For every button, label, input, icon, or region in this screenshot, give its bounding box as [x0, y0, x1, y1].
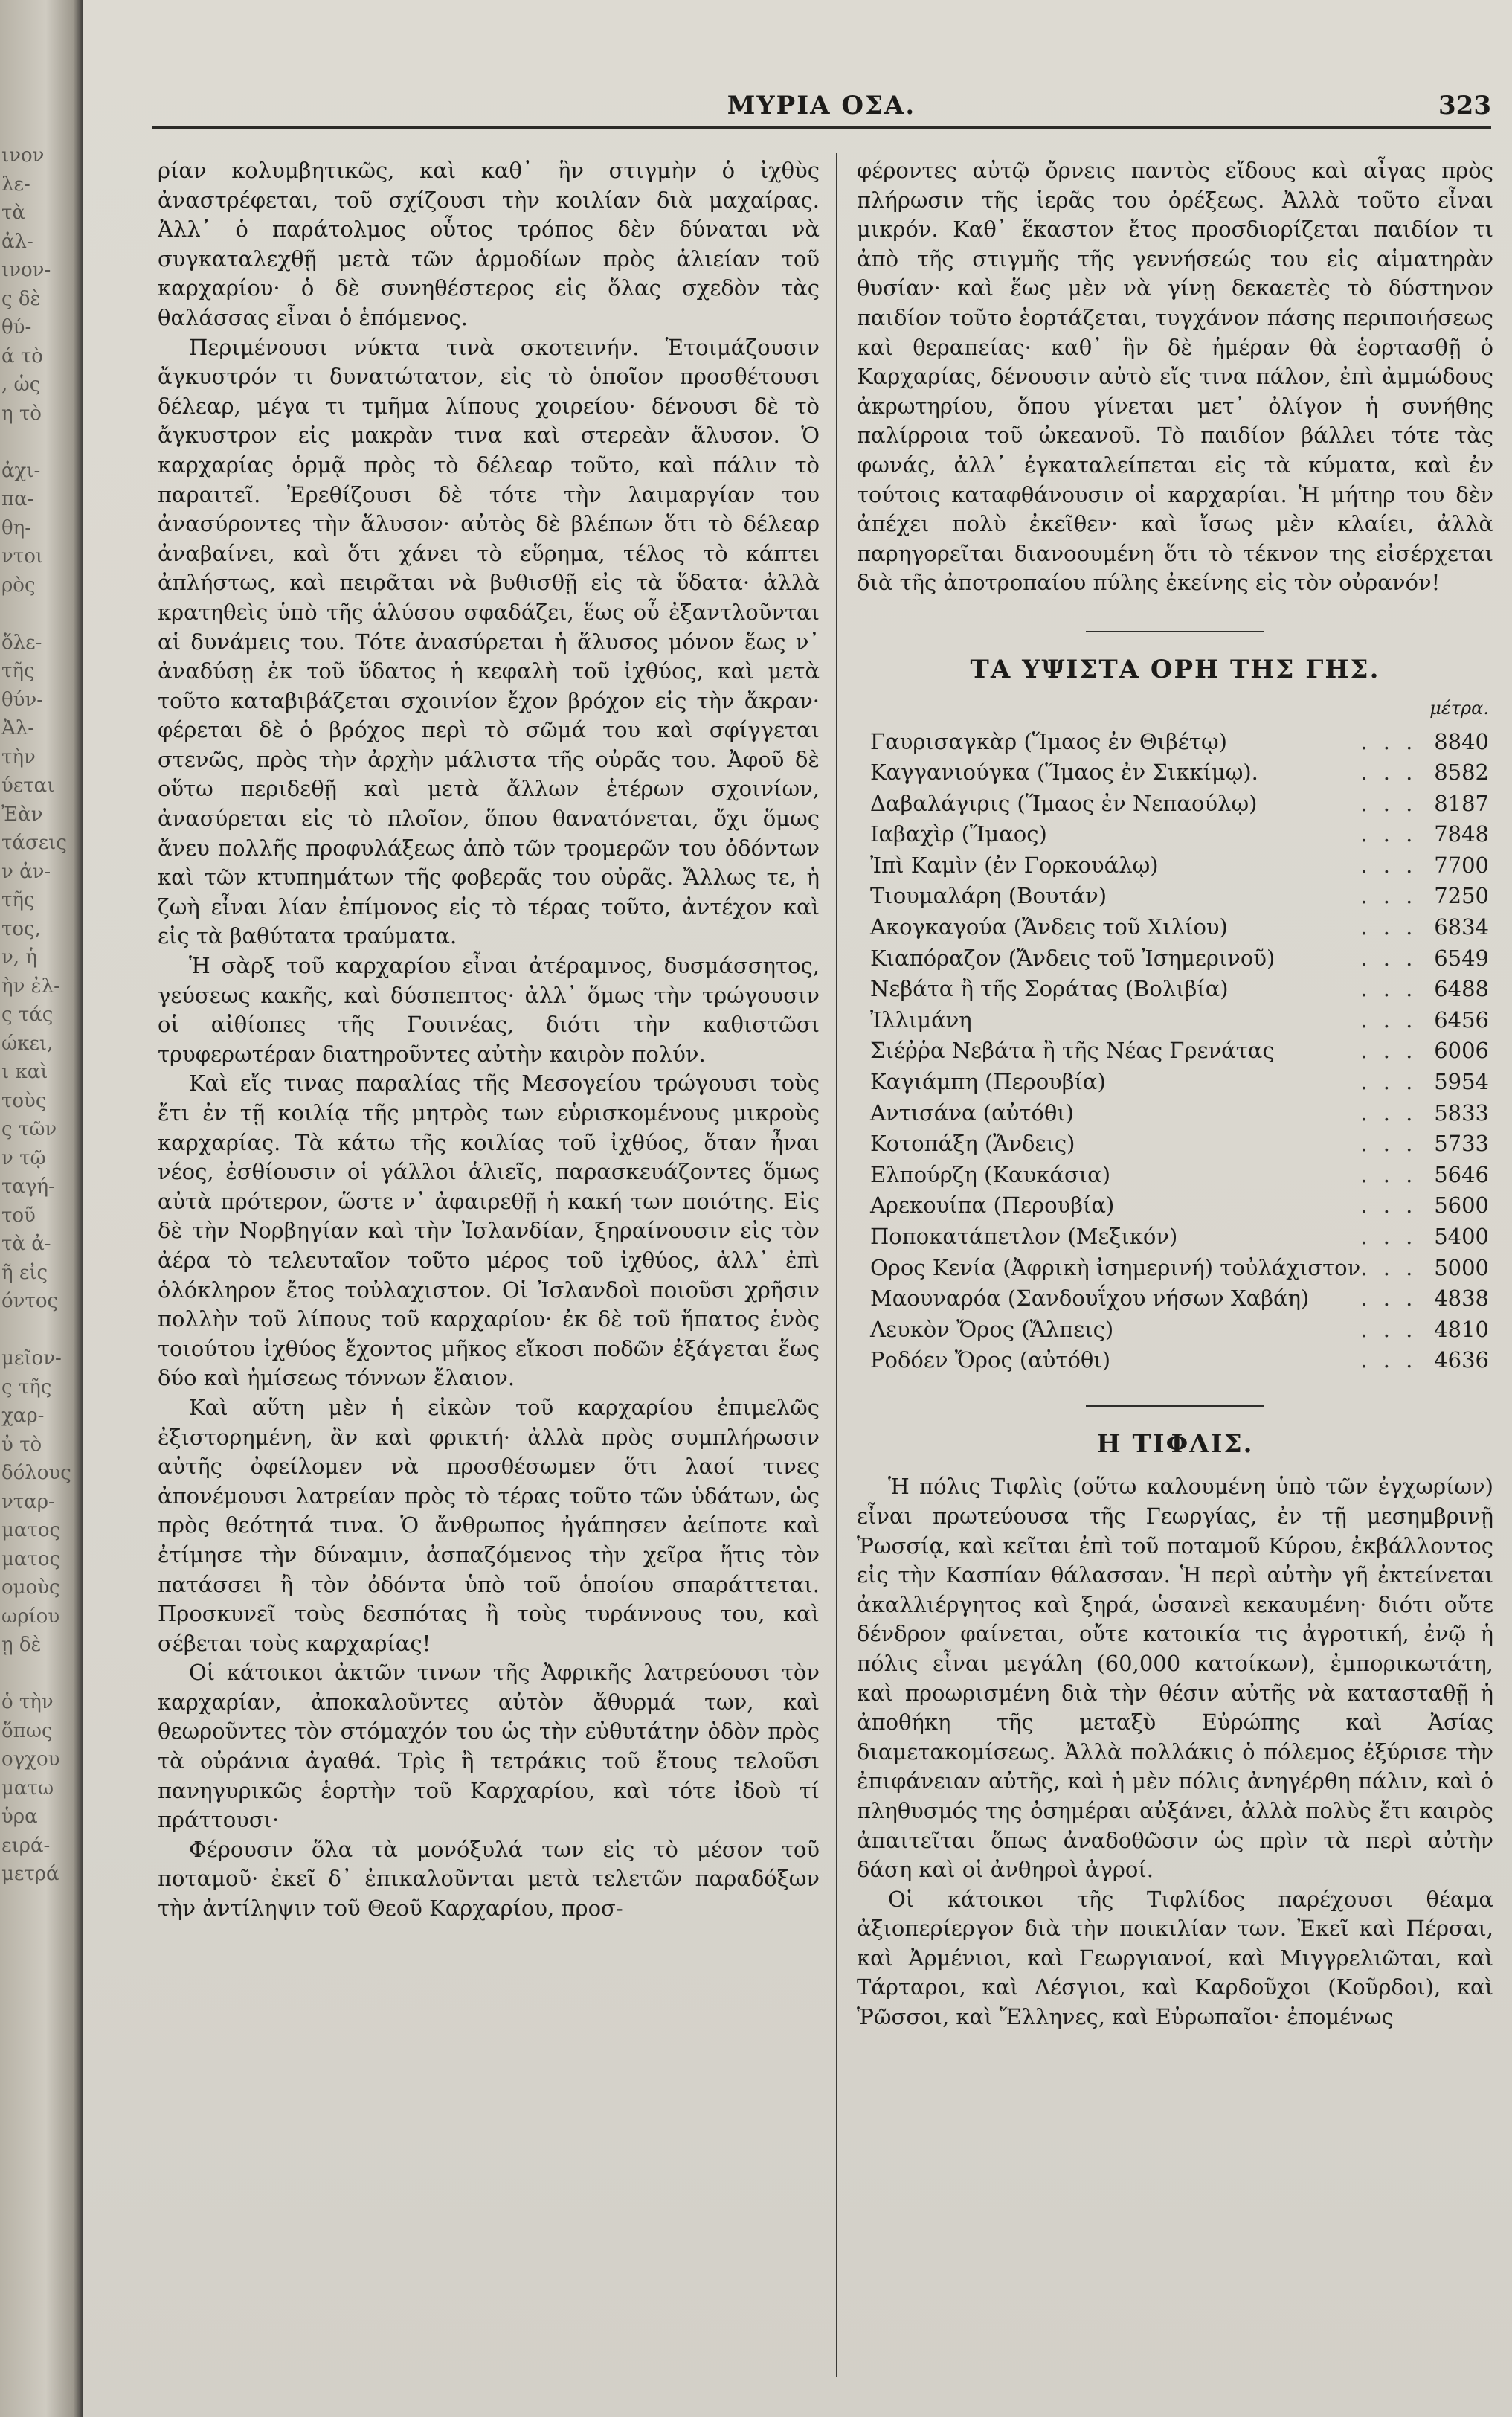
- mountain-height: 4810: [1434, 1316, 1489, 1342]
- paragraph: Περιμένουσι νύκτα τινὰ σκοτεινήν. Ἑτοιμάζουσιν ἄγκυστρόν τι δυνατώτατον, εἰς τὸ ὁποῖον προσθέτουσι δέλεαρ, μέγα τι τμῆμα λίπους χοιρείου· δένουσι δὲ τὸ ἄγκυστρον εἰς μακρὰν τινα καὶ στερεὰν ἅλυσον. Ὁ καρχαρίας ὁρμᾷ πρὸς τὸ δέλεαρ τοῦτο, καὶ πάλιν τὸ παραιτεῖ. Ἐρεθίζουσι δὲ τότε τὴν λαιμαργίαν του ἀνασύροντες τὴν ἅλυσον· αὐτὸς δὲ βλέπων ὅτι τὸ δέλεαρ ἀναβαίνει, καὶ ὅτι χάνει τὸ εὕρημα, τέλος τὸ κάπτει ἀπλήστως, καὶ πειρᾶται νὰ βυθισθῇ εἰς τὰ ὕδατα· ἀλλὰ κρατηθεὶς ὑπὸ τῆς ἁλύσου σφαδάζει, ἕως οὗ ἐξαντλοῦνται αἱ δυνάμεις του. Τότε ἀνασύρεται ἡ ἅλυσος μόνον ἕως ν᾽ ἀναδύσῃ ἐκ τοῦ ὕδατος ἡ κεφαλὴ τοῦ ἰχθύος, καὶ μετὰ τοῦτο καταβιβάζεται σχοινίον ἔχον βρόχον εἰς τὴν ἄκραν· φέρεται δὲ ὁ βρόχος περὶ τὸ σῶμά του καὶ σφίγγεται στενῶς, πρὸς τὴν ἀρχὴν μάλιστα τῆς οὐρᾶς του. Ἀφοῦ δὲ οὕτω περιδεθῇ καὶ μετὰ ἄλλων ἑτέρων σχοινίων, ἀνασύρεται εἰς τὸ πλοῖον, ὅπου θανατόνεται, ὄχι ὅμως ἄνευ πολλῆς προφυλάξεως ἀπὸ τῶν τρομερῶν του ὀδόντων καὶ τῶν κτυπημάτων τῆς φοβερᾶς του οὐρᾶς. Ἄλλως τε, ἡ ζωὴ εἶναι λίαν ἐπίμονος εἰς τὸ τέρας τοῦτο, ἀντέχον καὶ εἰς τὰ βαθύτατα τραύματα.: [158, 334, 820, 949]
- mountain-name: Καγγανιούγκα (Ἵμαος ἐν Σικκίμῳ).: [870, 760, 1258, 786]
- leader-dots: . . .: [1360, 1007, 1418, 1033]
- mountain-height: 7848: [1434, 821, 1489, 847]
- leader-dots: . . .: [1360, 914, 1418, 940]
- table-row: [857, 940, 1493, 971]
- mountain-height: 5833: [1434, 1100, 1489, 1126]
- mountain-name: Κιαπόραζον (Ἄνδεις τοῦ Ἰσημερινοῦ): [870, 945, 1275, 971]
- mountain-name: Αντισάνα (αὐτόθι): [870, 1100, 1074, 1126]
- leader-dots: . . .: [1360, 1161, 1418, 1187]
- page-number: 323: [1438, 91, 1491, 121]
- left-column: [158, 156, 820, 2373]
- leader-dots: . . .: [1360, 852, 1418, 878]
- mountain-name: Μαουναρόα (Σανδουΐχου νήσων Χαβάη): [870, 1285, 1310, 1312]
- leader-dots: . . .: [1360, 728, 1418, 754]
- leader-dots: . . .: [1360, 1131, 1418, 1157]
- leader-dots: . . .: [1360, 821, 1418, 847]
- table-row: [857, 1033, 1493, 1064]
- gutter-text-fragments: ινον λε- τὰ ἀλ- ινον- ς δὲ θύ- ά τὸ , ὡς η τὸ ἀχι- πα- θη- ντοι ρὸς ὅλε- τῆς θύν- Ἀλ- τὴν ύεται Ἐὰν τάσεις ν ἀν- τῆς τος, ν, ἡ ὴν ἐλ- ς τάς ώκει, ι καὶ τοὺς ς τῶν ν τῷ ταγή- τοῦ τὰ ἀ- ῆ εἰς όντος μεῖον- ς τῆς χαρ- ὐ τὸ δόλους νταρ- ματος ματος ομοὺς ωρίου ῃ δὲ ὁ τὴν ὅπως ογχου ματω ὑρα ειρά- μετρά: [1, 144, 71, 1885]
- mountain-name: Νεβάτα ἢ τῆς Σοράτας (Βολιβία): [870, 976, 1229, 1002]
- mountain-height: 6006: [1434, 1038, 1489, 1064]
- table-row: [857, 1156, 1493, 1187]
- mountain-height: 7700: [1434, 852, 1489, 878]
- leader-dots: . . .: [1360, 1285, 1418, 1312]
- table-row: [857, 1063, 1493, 1094]
- mountain-name: Ιαβαχὶρ (Ἵμαος): [870, 821, 1047, 847]
- leader-dots: . . .: [1360, 976, 1418, 1002]
- page: [83, 0, 1512, 2417]
- mountain-height: 4636: [1434, 1347, 1489, 1373]
- paragraph: Οἱ κάτοικοι ἀκτῶν τινων τῆς Ἀφρικῆς λατρεύουσι τὸν καρχαρίαν, ἀποκαλοῦντες αὐτὸν ἄθυρμά των, καὶ θεωροῦντες τὸν στόμαχόν του ὡς τὴν εὐθυτάτην ὁδὸν πρὸς τὰ οὐράνια ἀγαθά. Τρὶς ἢ τετράκις τοῦ ἔτους τελοῦσι πανηγυρικῶς ἑορτὴν τοῦ Καρχαρίου, καὶ τότε ἰδοὺ τί πράττουσι·: [158, 1660, 820, 1833]
- mountain-height: 6456: [1434, 1007, 1489, 1033]
- paragraph: Οἱ κάτοικοι τῆς Τιφλίδος παρέχουσι θέαμα ἀξιοπερίεργον διὰ τὴν ποικιλίαν των. Ἐκεῖ καὶ Πέρσαι, καὶ Ἀρμένιοι, καὶ Γεωργιανοί, καὶ Μιγγρελιῶται, καὶ Τάρταροι, καὶ Λέσγιοι, καὶ Καρδοῦχοι (Κοῦρδοι), καὶ Ῥῶσσοι, καὶ Ἕλληνες, καὶ Εὐρωπαῖοι· ἐπομένως: [857, 1886, 1493, 2030]
- table-row: [857, 1094, 1493, 1126]
- table-row: [857, 878, 1493, 909]
- leader-dots: . . .: [1360, 1316, 1418, 1342]
- leader-dots: . . .: [1360, 1100, 1418, 1126]
- mountain-name: Ορος Κενία (Ἀφρικὴ ἰσημερινή) τοὐλάχιστον: [870, 1254, 1361, 1280]
- mountain-name: Γαυρισαγκὰρ (Ἵμαος ἐν Θιβέτῳ): [870, 728, 1227, 754]
- mountain-name: Ἰπὶ Καμὶν (ἐν Γορκουάλῳ): [870, 852, 1159, 878]
- table-row: [857, 754, 1493, 786]
- leader-dots: . . .: [1360, 1193, 1418, 1219]
- table-row: [857, 1001, 1493, 1033]
- mountain-height: 5400: [1434, 1224, 1489, 1249]
- leader-dots: . . .: [1360, 790, 1418, 816]
- mountain-name: Ελπούρζη (Καυκάσια): [870, 1161, 1111, 1187]
- mountain-name: Ποποκατάπετλον (Μεξικόν): [870, 1224, 1178, 1249]
- mountain-heights-table: [857, 723, 1493, 1373]
- mountain-name: Δαβαλάγιρις (Ἵμαος ἐν Νεπαούλῳ): [870, 790, 1258, 816]
- mountain-height: 5600: [1434, 1193, 1489, 1219]
- paragraph: Ἡ πόλις Τιφλὶς (οὕτω καλουμένη ὑπὸ τῶν ἐγχωρίων) εἶναι πρωτεύουσα τῆς Γεωργίας, ἐν τῇ μεσημβρινῇ Ῥωσσίᾳ, καὶ κεῖται ἐπὶ τοῦ ποταμοῦ Κύρου, ἐκβάλλοντος εἰς τὴν Κασπίαν θάλασσαν. Ἡ περὶ αὐτὴν γῆ ἐκτείνεται ἀκαλλιέργητος καὶ ξηρά, ὡσανεὶ κεκαυμένη· διότι οὔτε δένδρον φαίνεται, οὔτε κατοικία τις ἀγροτική, ἐνῷ ἡ πόλις εἶναι μεγάλη (60,000 κατοίκων), ἐμπορικωτάτη, καὶ προωρισμένη διὰ τὴν θέσιν αὐτῆς νὰ κατασταθῇ ἡ ἀποθήκη τῆς μεταξὺ Εὐρώπης καὶ Ἀσίας διαμετακομίσεως. Ἀλλὰ πολλάκις ὁ πόλεμος ἐξύρισε τὴν ἐπιφάνειαν αὐτῆς, καὶ ἡ μὲν πόλις ἀνηγέρθη πάλιν, καὶ ὁ πληθυσμός της ὀσημέραι αὐξάνει, ἀλλὰ πολὺς ἔτι καιρὸς ἀπαιτεῖται ὅπως ἀναδοθῶσιν ὡς πρὶν τὰ περὶ αὐτὴν δάση καὶ οἱ ἀνθηροὶ ἀγροί.: [857, 1474, 1493, 1883]
- leader-dots: . . .: [1360, 945, 1418, 971]
- table-row: [857, 1218, 1493, 1249]
- table-row: [857, 785, 1493, 816]
- mountain-height: 5733: [1434, 1131, 1489, 1157]
- table-row: [857, 1280, 1493, 1312]
- tiflis-section-title: Η ΤΙΦΛΙΣ.: [1096, 1429, 1254, 1460]
- mountain-name: Καγιάμπη (Περουβία): [870, 1069, 1106, 1095]
- paragraph: φέροντες αὐτῷ ὄρνεις παντὸς εἴδους καὶ αἶγας πρὸς πλήρωσιν τῆς ἱερᾶς του ὀρέξεως. Ἀλλὰ τοῦτο εἶναι μικρόν. Καθ᾽ ἕκαστον ἔτος προσδιορίζεται παιδίον τι ἀπὸ τῆς στιγμῆς τῆς γεννήσεώς του εἰς αἱματηρὰν θυσίαν· καὶ ἕως μὲν νὰ γίνῃ δεκαετὲς τὸ δύστηνον παιδίον τοῦτο ἑορτάζεται, τυγχάνον πάσης περιποιήσεως καὶ θεραπείας· καθ᾽ ἣν δὲ ἡμέραν θὰ ἑορτασθῇ ὁ Καρχαρίας, δένουσιν αὐτὸ εἴς τινα πάλον, ἐπὶ ἀμμώδους ἀκρωτηρίου, ὅπου γίνεται μετ᾽ ὀλίγον ἡ συνήθης παλίρροια τοῦ ὠκεανοῦ. Τὸ παιδίον βάλλει τότε τὰς φωνάς, ἀλλ᾽ ἐγκαταλείπεται εἰς τὰ κύματα, καὶ ἐν τούτοις καταφθάνουσιν οἱ καρχαρίαι. Ἡ μήτηρ του δὲν ἀπέχει πολὺ ἐκεῖθεν· καὶ ἴσως μὲν κλαίει, ἀλλὰ παρηγορεῖται διανοουμένη ὅτι τὸ τέκνον της εἰσέρχεται διὰ τῆς ἀποτροπαίου πύλης ἐκείνης εἰς τὸν οὐρανόν!: [857, 158, 1493, 596]
- running-title: ΜΥΡΙΑ ΟΣΑ.: [727, 91, 916, 121]
- right-column: [857, 156, 1493, 2373]
- height-unit-label: μέτρα.: [1429, 697, 1489, 719]
- table-row: [857, 816, 1493, 847]
- table-row: [857, 1249, 1493, 1280]
- mountain-name: Κοτοπάξη (Ἄνδεις): [870, 1131, 1075, 1157]
- table-row: [857, 971, 1493, 1002]
- page-header: [152, 88, 1491, 129]
- mountain-name: Λευκὸν Ὄρος (Ἄλπεις): [870, 1316, 1114, 1342]
- table-row: [857, 723, 1493, 754]
- paragraph: ρίαν κολυμβητικῶς, καὶ καθ᾽ ἣν στιγμὴν ὁ ἰχθὺς ἀναστρέφεται, τοῦ σχίζουσι τὴν κοιλίαν διὰ μαχαίρας. Ἀλλ᾽ ὁ παράτολμος οὗτος τρόπος δὲν δύναται νὰ συγκαταλεχθῇ μετὰ τῶν ἁρμοδίων πρὸς ἁλιείαν τοῦ καρχαρίου· ὁ δὲ συνηθέστερος εἰς ὅλας σχεδὸν τὰς θαλάσσας εἶναι ὁ ἑπόμενος.: [158, 158, 820, 330]
- mountain-name: Ροδόεν Ὄρος (αὐτόθι): [870, 1347, 1111, 1373]
- paragraph: Καὶ αὕτη μὲν ἡ εἰκὼν τοῦ καρχαρίου ἐπιμελῶς ἐξιστορημένη, ἂν καὶ φρικτή· ἀλλὰ πρὸς συμπλήρωσιν αὐτῆς ὀφείλομεν νὰ προσθέσωμεν ὅτι λαοί τινες ἀπονέμουσι λατρείαν πρὸς τὸ τέρας τοῦτο τῶν ὑδάτων, ὡς πρὸς θεότητά τινα. Ὁ ἄνθρωπος ἠγάπησεν ἀείποτε καὶ ἐτίμησε τὴν δύναμιν, ἀσπαζόμενος τὴν χεῖρα ἥτις τὸν πατάσσει ἢ τὸν ὀδόντα ὑπὸ τοῦ ὁποίου σπαράττεται. Προσκυνεῖ τοὺς δεσπότας ἢ τοὺς τυράννους του, καὶ σέβεται τοὺς καρχαρίας!: [158, 1394, 820, 1656]
- previous-page-gutter: [0, 0, 83, 2417]
- mountain-height: 5000: [1434, 1254, 1489, 1280]
- mountain-height: 6549: [1434, 945, 1489, 971]
- mountain-height: 8187: [1434, 790, 1489, 816]
- mountains-section-title: ΤΑ ΥΨΙΣΤΑ ΟΡΗ ΤΗΣ ΓΗΣ.: [970, 654, 1380, 684]
- table-row: [857, 847, 1493, 878]
- table-row: [857, 1311, 1493, 1342]
- table-row: [857, 1187, 1493, 1219]
- leader-dots: . . .: [1360, 1347, 1418, 1373]
- leader-dots: . . .: [1360, 1038, 1418, 1064]
- table-row: [857, 908, 1493, 940]
- mountain-name: Αρεκουίπα (Περουβία): [870, 1193, 1115, 1219]
- mountain-height: 5954: [1434, 1069, 1489, 1095]
- mountain-height: 8582: [1434, 760, 1489, 786]
- leader-dots: . . .: [1360, 1224, 1418, 1249]
- mountain-height: 7250: [1434, 883, 1489, 909]
- mountain-name: Σιέῤῥα Νεβάτα ἢ τῆς Νέας Γρενάτας: [870, 1038, 1275, 1064]
- table-row: [857, 1342, 1493, 1373]
- mountain-name: Τιουμαλάρη (Βουτάν): [870, 883, 1107, 909]
- mountain-name: Ἰλλιμάνη: [870, 1007, 972, 1033]
- leader-dots: . . .: [1360, 883, 1418, 909]
- paragraph: Καὶ εἴς τινας παραλίας τῆς Μεσογείου τρώγουσι τοὺς ἔτι ἐν τῇ κοιλίᾳ τῆς μητρὸς των εὑρισκομένους μικροὺς καρχαρίας. Τὰ κάτω τῆς κοιλίας τοῦ ἰχθύος, ὅταν ἦναι νέος, ἐσθίουσιν οἱ γάλλοι ἁλιεῖς, παρασκευάζοντες ὅμως αὐτὰ πρότερον, ὥστε ν᾽ ἀφαιρεθῇ ἡ κακή των ποιότης. Εἰς δὲ τὴν Νορβηγίαν καὶ τὴν Ἰσλανδίαν, ξηραίνουσιν εἰς τὸν ἀέρα τὸ τελευταῖον τοῦτο μέρος τοῦ ἰχθύος, ἀλλ᾽ ἐπὶ ὁλόκληρον ἔτος τοὐλαχιστον. Οἱ Ἰσλανδοὶ ποιοῦσι χρῆσιν πολλὴν τοῦ λίπους τοῦ καρχαρίου· ἐκ δὲ τοῦ ἥπατος ἑνὸς τοιούτου ἰχθύος ἔχοντος μῆκος εἴκοσι ποδῶν ἐξάγεται ἕως δύο καὶ ἡμίσεως τόννων ἔλαιον.: [158, 1071, 820, 1391]
- mountain-height: 5646: [1434, 1161, 1489, 1187]
- mountain-height: 6834: [1434, 914, 1489, 940]
- table-row: [857, 1126, 1493, 1157]
- leader-dots: . . .: [1360, 760, 1418, 786]
- section-separator: [1086, 631, 1264, 632]
- mountain-height: 4838: [1434, 1285, 1489, 1312]
- mountain-name: Ακογκαγούα (Ἄνδεις τοῦ Χιλίου): [870, 914, 1228, 940]
- mountain-height: 6488: [1434, 976, 1489, 1002]
- section-separator: [1086, 1405, 1264, 1407]
- paragraph: Φέρουσιν ὅλα τὰ μονόξυλά των εἰς τὸ μέσον τοῦ ποταμοῦ· ἐκεῖ δ᾽ ἐπικαλοῦνται μετὰ τελετῶν παραδόξων τὴν ἀντίληψιν τοῦ Θεοῦ Καρχαρίου, προσ-: [158, 1836, 820, 1922]
- mountain-height: 8840: [1434, 728, 1489, 754]
- leader-dots: . . .: [1360, 1069, 1418, 1095]
- paragraph: Ἡ σὰρξ τοῦ καρχαρίου εἶναι ἀτέραμνος, δυσμάσσητος, γεύσεως κακῆς, καὶ δύσπεπτος· ἀλλ᾽ ὅμως τὴν τρώγουσιν οἱ αἰθίοπες τῆς Γουινέας, διότι τὴν καθιστῶσι τρυφερωτέραν διατηροῦντες αὐτὴν καιρὸν πολύν.: [158, 953, 820, 1067]
- leader-dots: . . .: [1360, 1254, 1418, 1280]
- column-divider: [836, 153, 837, 2377]
